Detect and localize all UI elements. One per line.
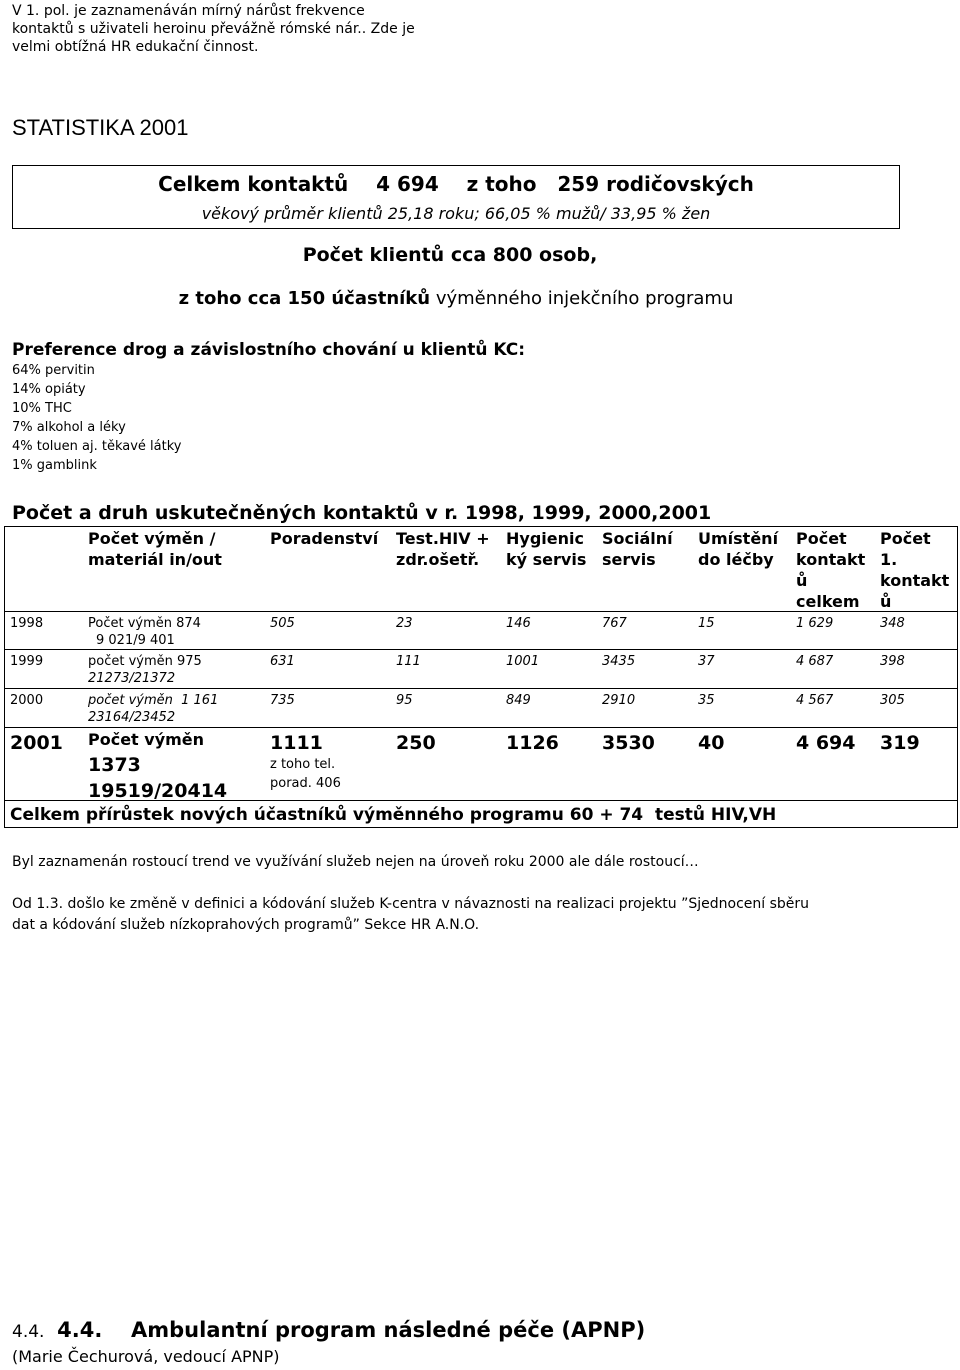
header-line: materiál in/out bbox=[88, 550, 222, 569]
header-line: Hygienic bbox=[506, 529, 584, 548]
apnp-heading bbox=[12, 1318, 645, 1342]
participants-line bbox=[0, 288, 912, 309]
row-social: 3530 bbox=[602, 732, 655, 754]
row-test-hiv: 111 bbox=[396, 654, 421, 669]
row-hygienic: 1001 bbox=[506, 654, 540, 669]
row-total: 4 687 bbox=[796, 654, 834, 669]
intro-line: velmi obtížná HR edukační činnost. bbox=[12, 39, 259, 55]
row-counseling: 735 bbox=[270, 693, 295, 708]
row-counseling: 1111 bbox=[270, 732, 323, 754]
apnp-number: 4.4. bbox=[57, 1318, 103, 1342]
table-border bbox=[4, 526, 5, 828]
header-line: celkem bbox=[796, 592, 860, 611]
table-border bbox=[4, 526, 958, 527]
row-placement: 35 bbox=[698, 693, 715, 708]
header-line: Počet bbox=[796, 529, 847, 548]
row-year: 2000 bbox=[10, 693, 44, 708]
change-paragraph bbox=[12, 894, 952, 936]
preference-item: 10% THC bbox=[12, 401, 72, 416]
apnp-title: Ambulantní program následné péče (APNP) bbox=[131, 1318, 646, 1342]
row-exchange: počet výměn 1 161 bbox=[88, 693, 219, 708]
row-total: 1 629 bbox=[796, 616, 834, 631]
preference-item: 7% alkohol a léky bbox=[12, 420, 126, 435]
header-line: zdr.ošetř. bbox=[396, 550, 480, 569]
row-material: 9 021/9 401 bbox=[96, 633, 175, 648]
row-separator bbox=[4, 688, 958, 689]
row-exchange-count: 1373 bbox=[88, 754, 141, 776]
preference-item: 4% toluen aj. těkavé látky bbox=[12, 439, 182, 454]
intro-line: V 1. pol. je zaznamenáván mírný nárůst frekvence bbox=[12, 3, 365, 19]
preference-item: 14% opiáty bbox=[12, 382, 86, 397]
clients-count: Počet klientů cca 800 osob, bbox=[302, 244, 598, 266]
header-line: Umístění bbox=[698, 529, 779, 548]
total-contacts-line: Celkem kontaktů 4 694 z toho 259 rodičovských bbox=[158, 172, 754, 196]
row-counseling-note: porad. 406 bbox=[270, 776, 341, 791]
row-material: 23164/23452 bbox=[88, 710, 176, 725]
header-social bbox=[602, 528, 673, 570]
row-first: 305 bbox=[880, 693, 905, 708]
row-material: 19519/20414 bbox=[88, 780, 228, 802]
row-hygienic: 1126 bbox=[506, 732, 559, 754]
row-first: 319 bbox=[880, 732, 920, 754]
row-social: 3435 bbox=[602, 654, 636, 669]
row-total: 4 567 bbox=[796, 693, 834, 708]
header-test-hiv bbox=[396, 528, 490, 570]
header-line: Počet bbox=[880, 529, 931, 548]
row-exchange: Počet výměn 874 bbox=[88, 616, 201, 631]
header-line: 1. bbox=[880, 550, 898, 569]
row-test-hiv: 95 bbox=[396, 693, 413, 708]
header-line: ů bbox=[796, 571, 808, 590]
row-hygienic: 146 bbox=[506, 616, 531, 631]
header-line: Sociální bbox=[602, 529, 673, 548]
apnp-subtitle: (Marie Čechurová, vedoucí APNP) bbox=[12, 1347, 280, 1366]
header-placement bbox=[698, 528, 778, 570]
table-footer-summary: Celkem přírůstek nových účastníků výměnného programu 60 + 74 testů HIV,VH bbox=[10, 805, 777, 825]
row-exchange: Počet výměn bbox=[88, 730, 205, 749]
preferences-list bbox=[12, 361, 182, 475]
header-line: Počet výměn / bbox=[88, 529, 216, 548]
header-total bbox=[796, 528, 865, 612]
row-counseling: 631 bbox=[270, 654, 295, 669]
header-line: kontakt bbox=[880, 571, 950, 590]
contacts-table bbox=[4, 526, 958, 828]
contacts-table-heading: Počet a druh uskutečněných kontaktů v r. 1998, 1999, 2000,2001 bbox=[12, 502, 712, 524]
participants-bold: z toho cca 150 účastníků bbox=[178, 288, 431, 309]
row-separator bbox=[4, 649, 958, 650]
header-hygienic bbox=[506, 528, 586, 570]
header-line: ký servis bbox=[506, 550, 587, 569]
change-line: dat a kódování služeb nízkoprahových programů” Sekce HR A.N.O. bbox=[12, 917, 480, 933]
statistics-title: STATISTIKA 2001 bbox=[12, 115, 189, 140]
row-placement: 40 bbox=[698, 732, 725, 754]
row-separator bbox=[4, 727, 958, 728]
row-placement: 15 bbox=[698, 616, 715, 631]
row-counseling: 505 bbox=[270, 616, 295, 631]
preference-item: 64% pervitin bbox=[12, 363, 95, 378]
table-border bbox=[4, 827, 958, 828]
preferences-heading: Preference drog a závislostního chování u klientů KC: bbox=[12, 340, 526, 360]
row-social: 767 bbox=[602, 616, 627, 631]
row-year: 1998 bbox=[10, 616, 44, 631]
row-first: 348 bbox=[880, 616, 905, 631]
header-exchange bbox=[88, 528, 222, 570]
average-age-line: věkový průměr klientů 25,18 roku; 66,05 % mužů/ 33,95 % žen bbox=[201, 204, 711, 223]
row-year: 1999 bbox=[10, 654, 44, 669]
row-counseling-note: z toho tel. bbox=[270, 757, 336, 772]
header-line: servis bbox=[602, 550, 656, 569]
row-test-hiv: 23 bbox=[396, 616, 413, 631]
header-line: ů bbox=[880, 592, 892, 611]
row-hygienic: 849 bbox=[506, 693, 531, 708]
change-line: Od 1.3. došlo ke změně v definici a kódování služeb K-centra v návaznosti na realizaci projektu ”Sjednocení sběru bbox=[12, 896, 810, 912]
row-placement: 37 bbox=[698, 654, 715, 669]
intro-line: kontaktů s uživateli heroinu převážně rómské nár.. Zde je bbox=[12, 21, 415, 37]
statistics-summary-box bbox=[12, 165, 900, 229]
intro-paragraph bbox=[12, 2, 432, 56]
row-test-hiv: 250 bbox=[396, 732, 436, 754]
preference-item: 1% gamblink bbox=[12, 458, 97, 473]
header-counseling: Poradenství bbox=[270, 529, 379, 548]
row-social: 2910 bbox=[602, 693, 636, 708]
row-material: 21273/21372 bbox=[88, 671, 176, 686]
trend-paragraph: Byl zaznamenán rostoucí trend ve využívání služeb nejen na úroveň roku 2000 ale dále rostoucí… bbox=[12, 854, 699, 870]
header-line: Test.HIV + bbox=[396, 529, 490, 548]
header-line: do léčby bbox=[698, 550, 774, 569]
header-first-contact bbox=[880, 528, 949, 612]
table-border bbox=[957, 526, 958, 828]
row-exchange: počet výměn 975 bbox=[88, 654, 202, 669]
row-first: 398 bbox=[880, 654, 905, 669]
participants-rest: výměnného injekčního programu bbox=[430, 288, 734, 309]
row-year: 2001 bbox=[10, 732, 63, 754]
header-line: kontakt bbox=[796, 550, 866, 569]
apnp-number-small: 4.4. bbox=[12, 1322, 45, 1342]
row-total: 4 694 bbox=[796, 732, 856, 754]
